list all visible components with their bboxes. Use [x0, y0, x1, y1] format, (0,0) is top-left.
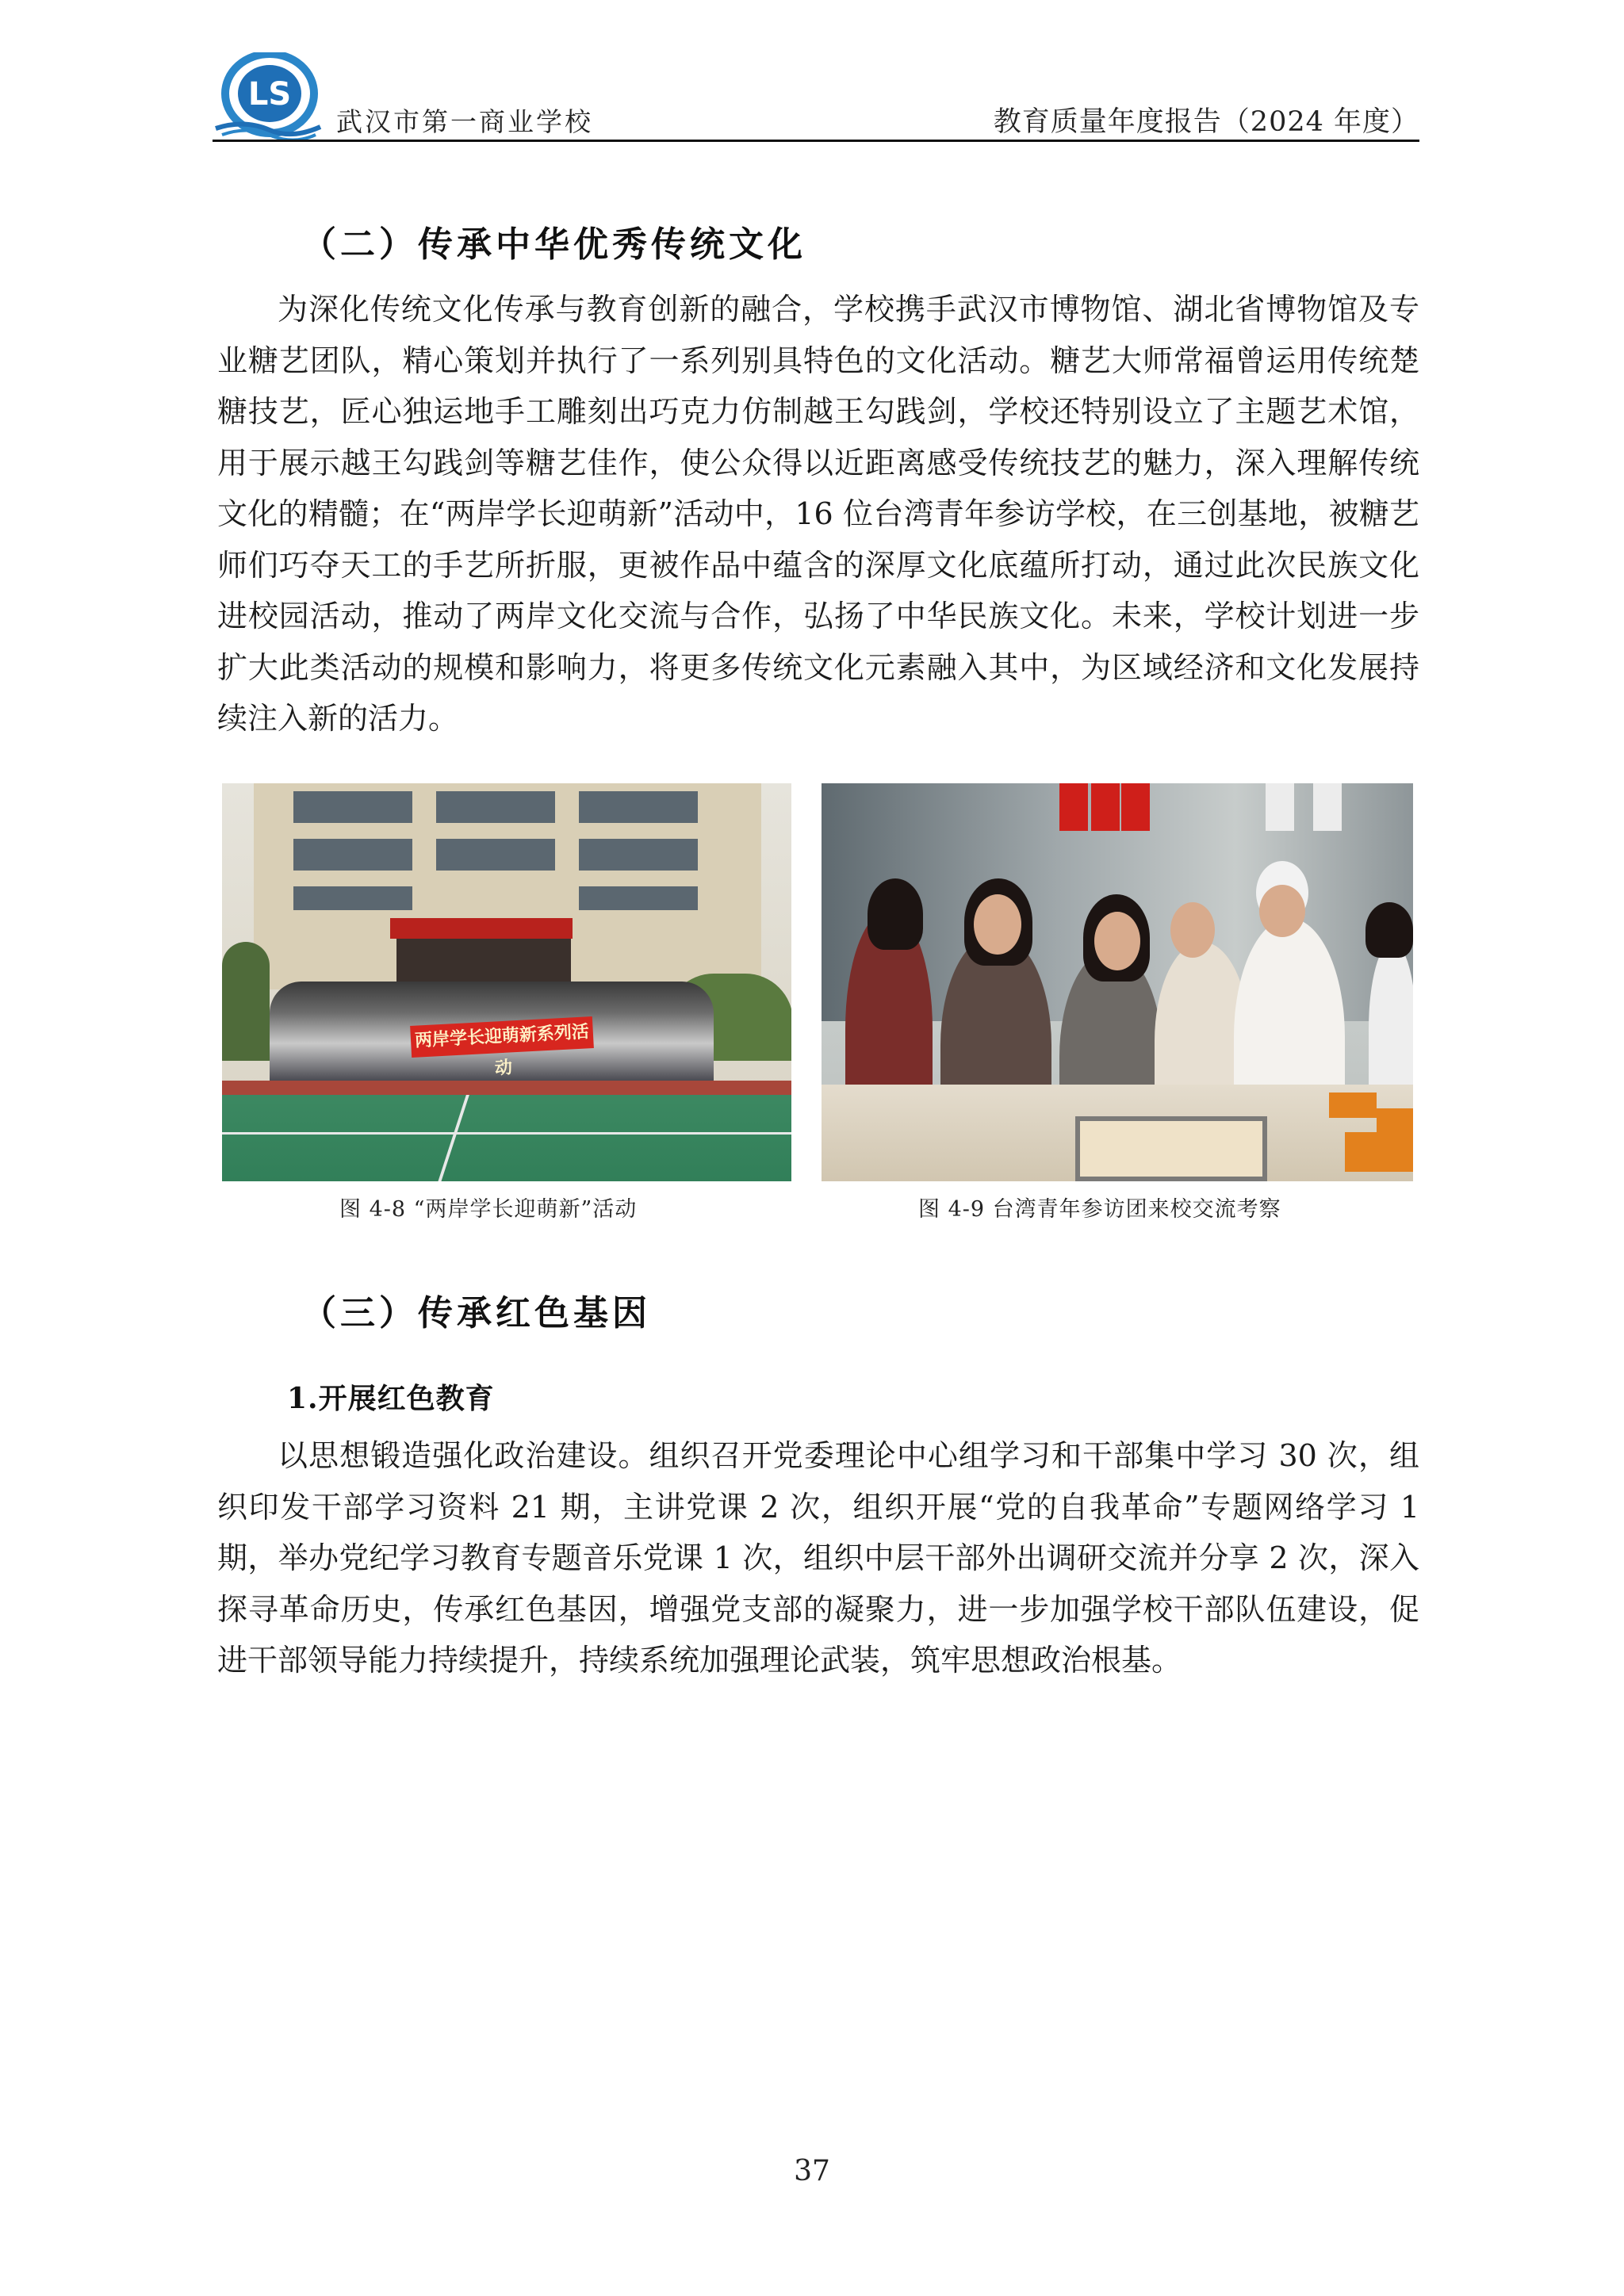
figure-caption-4-8: 图 4-8 “两岸学长迎萌新”活动 [339, 1197, 638, 1222]
page-header [213, 52, 1419, 141]
school-logo [213, 52, 324, 141]
section-heading-red-gene: （三）传承红色基因 [301, 1293, 651, 1334]
photo-cross-strait-event: 两岸学长迎萌新系列活动 [222, 783, 791, 1181]
photo-taiwan-youth-visit [822, 783, 1413, 1181]
subsection-heading-red-education: 1.开展红色教育 [287, 1382, 495, 1415]
school-name: 武汉市第一商业学校 [336, 106, 593, 137]
page-number: 37 [794, 2155, 830, 2187]
paragraph-text: 以思想锻造强化政治建设。组织召开党委理论中心组学习和干部集中学习 30 次，组织印发干部学习资料 21 期，主讲党课 2 次，组织开展“党的自我革命”专题网络学习 1 期，举办党纪学习教育专题音乐党课 1 次，组织中层干部外出调研交流并分享 2 次，深入探寻革命历史，传承红色基因，增强党支部的凝聚力，进一步加强学校干部队伍建设，促进干部领导能力持续提升，持续系统加强理论武装，筑牢思想政治根基。 [217, 1438, 1419, 1678]
paragraph-text: 为深化传统文化传承与教育创新的融合，学校携手武汉市博物馆、湖北省博物馆及专业糖艺团队，精心策划并执行了一系列别具特色的文化活动。糖艺大师常福曾运用传统楚糖技艺，匠心独运地手工雕刻出巧克力仿制越王勾践剑，学校还特别设立了主题艺术馆，用于展示越王勾践剑等糖艺佳作，使公众得以近距离感受传统技艺的魅力，深入理解传统文化的精髓；在“两岸学长迎萌新”活动中，16 位台湾青年参访学校，在三创基地，被糖艺师们巧夺天工的手艺所折服，更被作品中蕴含的深厚文化底蕴所打动，通过此次民族文化进校园活动，推动了两岸文化交流与合作，弘扬了中华民族文化。未来，学校计划进一步扩大此类活动的规模和影响力，将更多传统文化元素融入其中，为区域经济和文化发展持续注入新的活力。 [217, 292, 1419, 736]
figure-caption-4-9: 图 4-9 台湾青年参访团来校交流考察 [918, 1197, 1281, 1222]
section-heading-traditional-culture: （二）传承中华优秀传统文化 [301, 224, 806, 265]
section-paragraph-traditional-culture [217, 284, 1419, 744]
svg-text:LS: LS [247, 76, 292, 113]
header-divider [213, 140, 1419, 142]
report-title: 教育质量年度报告（2024 年度） [993, 106, 1419, 138]
section-paragraph-red-education [217, 1430, 1419, 1686]
